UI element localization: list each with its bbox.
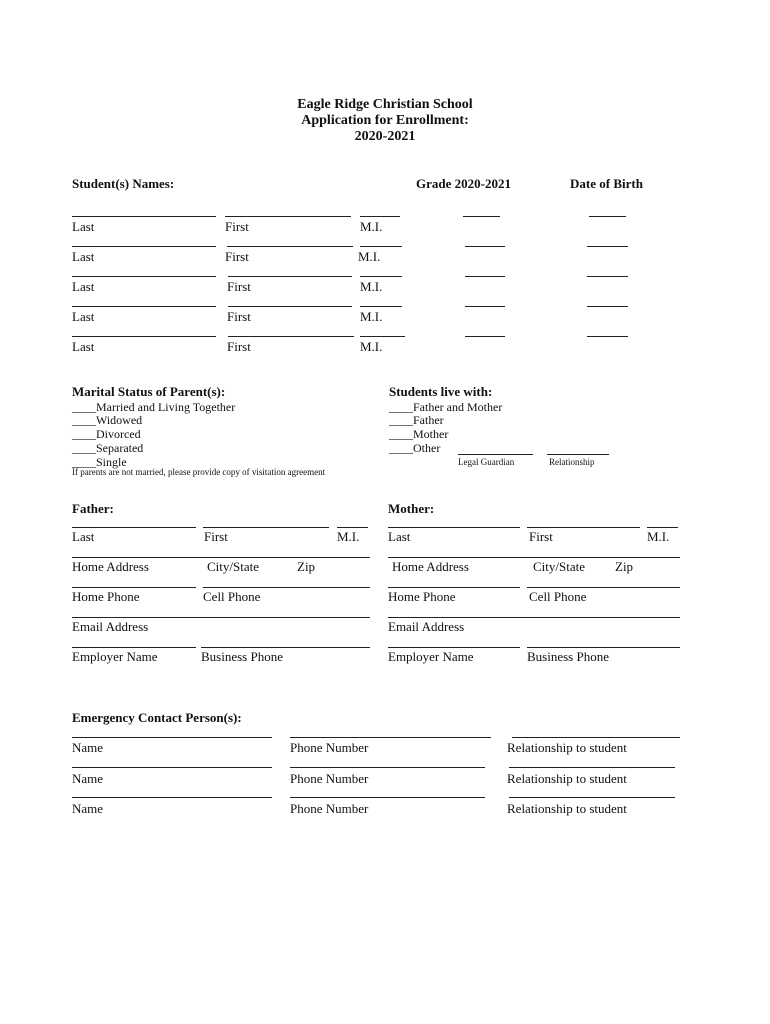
emergency-phone-label: Phone Number <box>290 771 369 786</box>
mother-home-phone-label: Home Phone <box>388 589 456 604</box>
mother-city-label: City/State <box>533 559 585 574</box>
first-name-field[interactable] <box>225 216 351 217</box>
mother-address-field[interactable] <box>388 557 680 558</box>
mother-cell-phone-label: Cell Phone <box>529 589 587 604</box>
last-label: Last <box>72 219 95 234</box>
school-year: 2020-2021 <box>354 129 416 144</box>
form-subtitle: Application for Enrollment: <box>301 113 469 128</box>
mother-cell-phone-field[interactable] <box>527 587 680 588</box>
mother-mi-label: M.I. <box>647 529 670 544</box>
father-home-phone-field[interactable] <box>72 587 196 588</box>
father-email-label: Email Address <box>72 619 149 634</box>
lives-with-option-father[interactable]: ____Father <box>389 413 444 427</box>
dob-field[interactable] <box>587 306 628 307</box>
last-name-field[interactable] <box>72 336 216 337</box>
first-label: First <box>227 339 251 354</box>
father-last-label: Last <box>72 529 95 544</box>
emergency-phone-label: Phone Number <box>290 801 369 816</box>
middle-initial-field[interactable] <box>360 246 402 247</box>
father-first-label: First <box>204 529 228 544</box>
emergency-relationship-field[interactable] <box>509 797 675 798</box>
marital-status-heading: Marital Status of Parent(s): <box>72 384 226 399</box>
last-label: Last <box>72 249 95 264</box>
last-name-field[interactable] <box>72 246 216 247</box>
grade-field[interactable] <box>465 246 505 247</box>
mother-business-phone-field[interactable] <box>527 647 680 648</box>
school-name: Eagle Ridge Christian School <box>297 97 473 112</box>
father-business-phone-label: Business Phone <box>201 649 283 664</box>
emergency-name-label: Name <box>72 801 104 816</box>
mi-label: M.I. <box>360 339 383 354</box>
legal-guardian-label: Legal Guardian <box>458 457 515 467</box>
father-first-field[interactable] <box>203 527 329 528</box>
father-business-phone-field[interactable] <box>201 647 370 648</box>
legal-guardian-field[interactable] <box>458 454 533 455</box>
relationship-label: Relationship <box>549 457 595 467</box>
mi-label: M.I. <box>360 219 383 234</box>
mother-first-label: First <box>529 529 553 544</box>
first-label: First <box>227 309 251 324</box>
last-label: Last <box>72 339 95 354</box>
emergency-phone-field[interactable] <box>290 767 485 768</box>
emergency-heading: Emergency Contact Person(s): <box>72 710 242 725</box>
middle-initial-field[interactable] <box>360 306 402 307</box>
grade-field[interactable] <box>465 336 505 337</box>
lives-with-option-both[interactable]: ____Father and Mother <box>389 400 503 414</box>
emergency-name-field[interactable] <box>72 737 272 738</box>
father-last-field[interactable] <box>72 527 196 528</box>
mother-last-label: Last <box>388 529 411 544</box>
emergency-phone-field[interactable] <box>290 797 485 798</box>
marital-option-divorced[interactable]: ____Divorced <box>72 427 141 441</box>
mother-address-label: Home Address <box>392 559 469 574</box>
mother-email-field[interactable] <box>388 617 680 618</box>
mother-zip-label: Zip <box>615 559 634 574</box>
first-name-field[interactable] <box>228 276 352 277</box>
relationship-field[interactable] <box>547 454 609 455</box>
last-name-field[interactable] <box>72 306 216 307</box>
visitation-note: If parents are not married, please provide copy of visitation agreement <box>72 467 326 477</box>
lives-with-option-other[interactable]: ____Other <box>389 441 441 455</box>
mother-email-label: Email Address <box>388 619 465 634</box>
lives-with-heading: Students live with: <box>389 384 493 399</box>
last-name-field[interactable] <box>72 216 216 217</box>
marital-option-separated[interactable]: ____Separated <box>72 441 144 455</box>
mother-employer-field[interactable] <box>388 647 520 648</box>
father-cell-phone-field[interactable] <box>203 587 370 588</box>
last-label: Last <box>72 279 95 294</box>
marital-option-married[interactable]: ____Married and Living Together <box>72 400 236 414</box>
father-email-field[interactable] <box>72 617 370 618</box>
emergency-relationship-label: Relationship to student <box>507 801 627 816</box>
dob-field[interactable] <box>587 246 628 247</box>
emergency-name-field[interactable] <box>72 767 272 768</box>
first-label: First <box>225 219 249 234</box>
marital-option-single[interactable]: ____Single <box>72 455 127 469</box>
first-name-field[interactable] <box>228 306 352 307</box>
dob-field[interactable] <box>589 216 626 217</box>
first-name-field[interactable] <box>227 246 353 247</box>
father-employer-field[interactable] <box>72 647 196 648</box>
middle-initial-field[interactable] <box>360 276 402 277</box>
grade-heading: Grade 2020-2021 <box>416 176 511 191</box>
mother-heading: Mother: <box>388 501 435 516</box>
dob-field[interactable] <box>587 276 628 277</box>
grade-field[interactable] <box>465 276 505 277</box>
dob-heading: Date of Birth <box>570 176 643 191</box>
first-name-field[interactable] <box>228 336 354 337</box>
mother-last-field[interactable] <box>388 527 520 528</box>
father-mi-field[interactable] <box>337 527 368 528</box>
dob-field[interactable] <box>587 336 628 337</box>
father-home-phone-label: Home Phone <box>72 589 140 604</box>
last-name-field[interactable] <box>72 276 216 277</box>
last-label: Last <box>72 309 95 324</box>
father-heading: Father: <box>72 501 114 516</box>
father-mi-label: M.I. <box>337 529 360 544</box>
grade-field[interactable] <box>465 306 505 307</box>
father-zip-label: Zip <box>297 559 316 574</box>
emergency-name-label: Name <box>72 740 104 755</box>
mother-business-phone-label: Business Phone <box>527 649 609 664</box>
mother-employer-label: Employer Name <box>388 649 474 664</box>
middle-initial-field[interactable] <box>360 336 405 337</box>
emergency-name-field[interactable] <box>72 797 272 798</box>
emergency-relationship-label: Relationship to student <box>507 740 627 755</box>
marital-option-widowed[interactable]: ____Widowed <box>72 413 143 427</box>
mi-label: M.I. <box>360 309 383 324</box>
father-city-label: City/State <box>207 559 259 574</box>
first-label: First <box>227 279 251 294</box>
mother-mi-field[interactable] <box>647 527 678 528</box>
first-label: First <box>225 249 249 264</box>
students-heading: Student(s) Names: <box>72 176 175 191</box>
father-cell-phone-label: Cell Phone <box>203 589 261 604</box>
emergency-relationship-label: Relationship to student <box>507 771 627 786</box>
mother-home-phone-field[interactable] <box>388 587 520 588</box>
emergency-relationship-field[interactable] <box>509 767 675 768</box>
emergency-phone-label: Phone Number <box>290 740 369 755</box>
mother-first-field[interactable] <box>527 527 640 528</box>
lives-with-option-mother[interactable]: ____Mother <box>389 427 449 441</box>
grade-field[interactable] <box>463 216 500 217</box>
emergency-relationship-field[interactable] <box>512 737 680 738</box>
father-address-field[interactable] <box>72 557 370 558</box>
father-employer-label: Employer Name <box>72 649 158 664</box>
emergency-phone-field[interactable] <box>290 737 491 738</box>
mi-label: M.I. <box>360 279 383 294</box>
father-address-label: Home Address <box>72 559 149 574</box>
mi-label: M.I. <box>358 249 381 264</box>
emergency-name-label: Name <box>72 771 104 786</box>
middle-initial-field[interactable] <box>360 216 400 217</box>
